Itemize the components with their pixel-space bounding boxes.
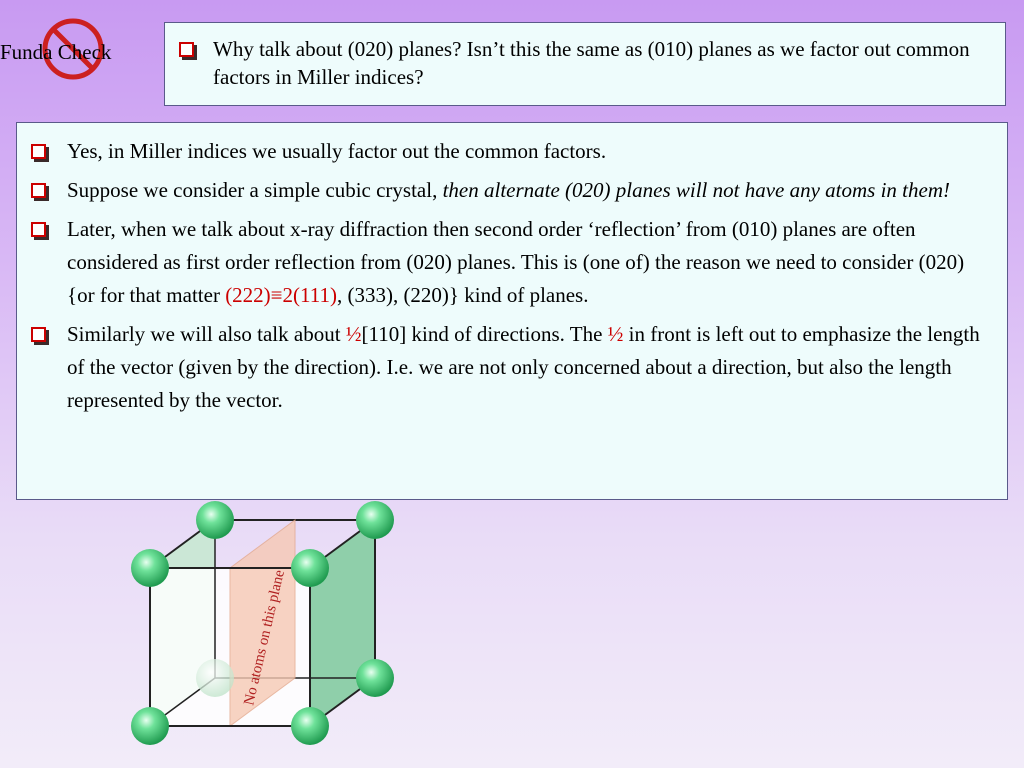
- answer-box: [16, 122, 1008, 500]
- atom: [196, 501, 234, 539]
- right-face: [310, 520, 375, 726]
- answer-emphasis: then alternate (020) planes will not have any atoms in them!: [442, 178, 950, 202]
- answer-item: [29, 318, 993, 417]
- answer-item: [29, 135, 993, 168]
- checkbox-bullet-icon: [31, 183, 46, 198]
- atom: [291, 707, 329, 745]
- answer-text: Yes, in Miller indices we usually factor out the common factors.: [67, 139, 607, 163]
- atom: [196, 659, 234, 697]
- cubic-crystal-diagram: [120, 496, 410, 756]
- answer-text: Later, when we talk about x-ray diffraction then second order ‘reflection’ from (010) planes are often considered as first order reflection from (020) planes. This is (one of) the reason we need to consider (020) {or for that matter: [67, 217, 965, 307]
- checkbox-bullet-icon: [31, 327, 46, 342]
- atom: [131, 549, 169, 587]
- atom: [131, 707, 169, 745]
- answer-text: , (333), (220)} kind of planes.: [336, 283, 589, 307]
- answer-item: [29, 213, 993, 312]
- question-box: [164, 22, 1006, 106]
- funda-check-label: Funda Check: [0, 40, 112, 64]
- answer-highlight: (222)≡2(111): [225, 283, 337, 307]
- answer-item: [29, 174, 993, 207]
- question-item: [177, 35, 991, 91]
- answer-text: in front is left out to emphasize the length of the vector (given by the direction). I.e. we are not only concerned about a direction, but also the length represented by the vector.: [67, 322, 980, 412]
- checkbox-bullet-icon: [179, 42, 194, 57]
- checkbox-bullet-icon: [31, 222, 46, 237]
- atom: [291, 549, 329, 587]
- answer-highlight: ½: [607, 322, 624, 346]
- answer-text: [110] kind of directions. The: [361, 322, 608, 346]
- checkbox-bullet-icon: [31, 144, 46, 159]
- answer-highlight: ½: [345, 322, 362, 346]
- answer-text: Suppose we consider a simple cubic crystal,: [67, 178, 443, 202]
- atom: [356, 501, 394, 539]
- plane-label: No atoms on this plane: [241, 568, 289, 707]
- answer-text: Similarly we will also talk about: [67, 322, 346, 346]
- atom: [356, 659, 394, 697]
- question-text: Why talk about (020) planes? Isn’t this the same as (010) planes as we factor out common factors in Miller indices?: [213, 37, 970, 89]
